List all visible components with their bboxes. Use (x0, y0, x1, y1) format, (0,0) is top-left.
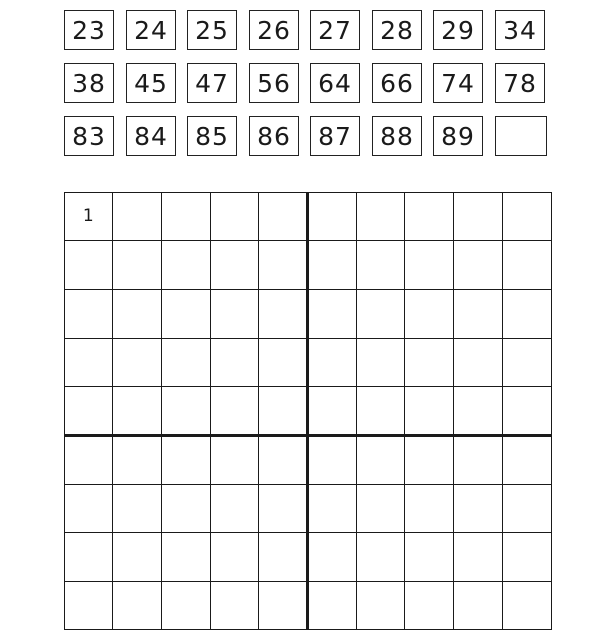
number-tile-88: 88 (372, 116, 422, 156)
number-tile-24: 24 (126, 10, 176, 50)
grid-horizontal-line (64, 434, 551, 437)
number-tile-38: 38 (64, 63, 114, 103)
number-tile-56: 56 (249, 63, 299, 103)
grid-vertical-line (161, 192, 162, 630)
number-tile-28: 28 (372, 10, 422, 50)
number-tile-86: 86 (249, 116, 299, 156)
number-tile-85: 85 (187, 116, 237, 156)
grid-horizontal-line (64, 581, 551, 582)
number-tile-27: 27 (310, 10, 360, 50)
grid-vertical-line (258, 192, 259, 630)
grid-horizontal-line (64, 532, 551, 533)
number-tile-66: 66 (372, 63, 422, 103)
number-tile-25: 25 (187, 10, 237, 50)
grid-vertical-line (453, 192, 454, 630)
number-tile-23: 23 (64, 10, 114, 50)
grid-horizontal-line (64, 192, 551, 193)
number-tile-87: 87 (310, 116, 360, 156)
number-tile-83: 83 (64, 116, 114, 156)
hundred-grid (64, 192, 551, 630)
grid-vertical-line (64, 192, 65, 630)
number-tile-78: 78 (495, 63, 545, 103)
grid-vertical-line (551, 192, 552, 630)
grid-vertical-line (404, 192, 405, 630)
grid-horizontal-line (64, 338, 551, 339)
number-tile-64: 64 (310, 63, 360, 103)
grid-vertical-line (306, 192, 309, 630)
number-tile-26: 26 (249, 10, 299, 50)
number-tile-blank (495, 116, 547, 156)
number-tile-89: 89 (433, 116, 483, 156)
number-tile-set (64, 10, 547, 160)
number-tile-34: 34 (495, 10, 545, 50)
grid-vertical-line (502, 192, 503, 630)
grid-vertical-line (356, 192, 357, 630)
grid-horizontal-line (64, 386, 551, 387)
number-tile-47: 47 (187, 63, 237, 103)
grid-vertical-line (210, 192, 211, 630)
number-tile-45: 45 (126, 63, 176, 103)
number-tile-29: 29 (433, 10, 483, 50)
grid-horizontal-line (64, 240, 551, 241)
number-tile-74: 74 (433, 63, 483, 103)
number-tile-84: 84 (126, 116, 176, 156)
grid-horizontal-line (64, 484, 551, 485)
grid-vertical-line (112, 192, 113, 630)
grid-horizontal-line (64, 289, 551, 290)
grid-cell-number: 1 (82, 206, 94, 226)
